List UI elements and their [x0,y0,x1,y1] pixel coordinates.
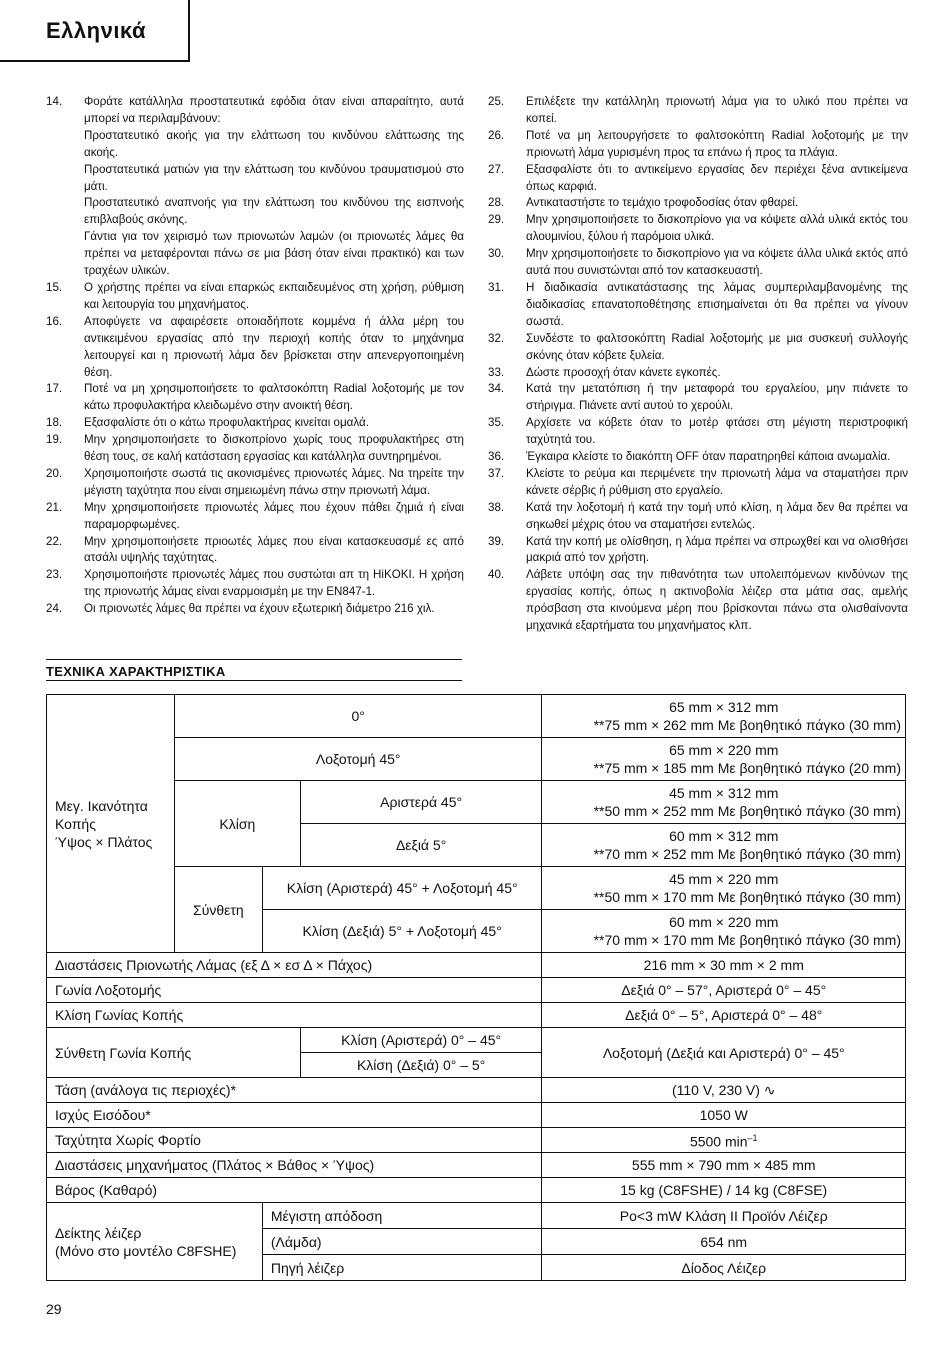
cap-value-sub: **75 mm × 185 mm Με βοηθητικό πάγκο (20 mm) [593,760,901,776]
item-number: 23. [46,568,63,582]
table-row [47,1028,906,1053]
table-row [47,1128,906,1153]
item-text [84,94,464,280]
table-row [47,953,906,978]
cap-value-sub: **70 mm × 252 mm Με βοηθητικό πάγκο (30 mm) [593,846,901,862]
table-row [47,1078,906,1103]
item-text [84,466,464,500]
item-text [526,365,908,382]
cap-value-sub: **70 mm × 170 mm Με βοηθητικό πάγκο (30 mm) [593,932,901,948]
item-number: 31. [488,280,505,294]
item-paragraph: Εξασφαλίστε ότι το αντικείμενο εργασίας δεν περιέχει ξένα αντικείμενα όπως καρφιά. [526,162,908,193]
cap-row-value [542,824,906,867]
table-row [47,1203,906,1229]
cap-row-value [542,867,906,910]
item-number: 35. [488,416,505,430]
compound-group-label: Σύνθετη [174,867,262,953]
specs-title: ΤΕΧΝΙΚΑ ΧΑΡΑΚΤΗΡΙΣΤΙΚΑ [46,664,226,679]
list-item [488,162,908,196]
item-paragraph: Χρησιμοποιήστε πριονωτές λάμες που συστώται απ τη HiKOKI. Η χρήση της πριονωτής λάμας είναι εναρμοισμέη με την EN847-1. [84,568,464,599]
list-item [488,195,908,212]
cap-value-sub: **50 mm × 252 mm Με βοηθητικό πάγκο (30 mm) [593,803,901,819]
laser-value: 654 nm [542,1229,906,1255]
capacity-label-line: Κοπής [55,815,96,832]
list-item [488,381,908,415]
item-number: 22. [46,534,63,548]
table-row [47,1003,906,1028]
table-row [47,781,906,824]
list-item [46,567,464,601]
item-number: 17. [46,382,63,396]
item-paragraph: Μην χρησιμοποιήσετε το δισκοπρίονο για να κόψετε αλλά υλικά εκτός του αλουμινίου, ξύλου ή παρόμοια υλικά. [526,213,908,244]
power-value: 1050 W [542,1103,906,1128]
cap-row-label: 0° [174,695,542,738]
capacity-label-line: Μεγ. Ικανότητα [55,797,148,814]
item-number: 39. [488,534,505,548]
machine-dims-label: Διαστάσεις μηχανήματος (Πλάτος × Βάθος × Ύψος) [47,1153,542,1178]
item-paragraph: Φοράτε κατάλληλα προστατευτικά εφόδια όταν είναι απαραίτητο, αυτά μπορεί να περιλαμβάνουν: [84,95,464,125]
item-number: 18. [46,416,63,430]
item-paragraph: Μην χρησιμοποιήσετε πριονωτές λάμες που έχουν πάθει ζημιά ή είναι παραμορφωμένες. [84,500,464,531]
voltage-label: Τάση (ανάλογα τις περιοχές)* [47,1078,542,1103]
item-paragraph: Δώστε προσοχή όταν κάνετε εγκοπές. [526,365,721,379]
item-paragraph: Συνδέστε το φαλτσοκόπτη Radial λοξοτομής με μια συσκευή συλλογής σκόνης όταν κόβετε ξυλεία. [526,331,908,362]
list-item [488,94,908,128]
laser-label [47,1203,263,1281]
table-row [47,738,906,781]
bevel-group-label: Κλίση [174,781,300,867]
item-text [84,381,464,415]
machine-dims-value: 555 mm × 790 mm × 485 mm [542,1153,906,1178]
item-text [526,162,908,196]
bevel-value: Δεξιά 0° – 5°, Αριστερά 0° – 48° [542,1003,906,1028]
cap-value-main: 65 mm × 312 mm [669,699,779,715]
list-item [46,466,464,500]
list-item [46,534,464,568]
language-label: Ελληνικά [46,18,146,43]
item-text [526,212,908,246]
list-item [488,331,908,365]
cap-row-value [542,695,906,738]
cap-value-main: 45 mm × 312 mm [669,785,779,801]
item-number: 27. [488,162,505,176]
item-paragraph: Κλείστε το ρεύμα και περιμένετε την πριονωτή λάμα να σταματήσει πριν κάνετε σέρβις ή ρύθμιση στο εργαλείο. [526,466,908,497]
safety-list-right [488,94,908,635]
cap-value-sub: **75 mm × 262 mm Με βοηθητικό πάγκο (30 mm) [593,717,901,733]
power-label: Ισχύς Εισόδου* [47,1103,542,1128]
item-paragraph: Μην χρησιμοποιήσετε το δισκοπρίονο χωρίς τους προφυλακτήρες στη θέση τους, σε καλή κατάσταση εργασίας και κατάλληλα συντηρημένοι. [84,433,464,464]
miter-value: Δεξιά 0° – 57°, Αριστερά 0° – 45° [542,978,906,1003]
specifications-table [46,694,906,1281]
item-paragraph: Κατά την κοπή με ολίσθηση, η λάμα πρέπει να σπρωχθεί και να ολισθήσει μακριά από τον χρήστη. [526,534,908,565]
laser-label-line: Δείκτης λέιζερ [55,1224,142,1241]
list-item [46,432,464,466]
table-row [47,1178,906,1203]
item-number: 40. [488,568,505,582]
item-number: 16. [46,314,63,328]
item-text [526,195,908,212]
list-item [488,567,908,635]
page-number: 29 [46,1301,62,1317]
list-item [46,500,464,534]
item-text [84,280,464,314]
item-number: 28. [488,196,505,210]
item-number: 15. [46,280,63,294]
item-number: 26. [488,128,505,142]
item-number: 20. [46,466,63,480]
item-paragraph: Ο χρήστης πρέπει να είναι επαρκώς εκπαιδευμένος στη χρήση, ρύθμιση και λειτουργία του μηχανήματος. [84,280,464,311]
item-paragraph: Χρησιμοποιήστε σωστά τις ακονισμένες πριονωτές λάμες. Να τηρείτε την μέγιστη ταχύτητα που είναι σημειωμένη πάνω στην πριονωτή λάμα. [84,466,464,497]
list-item [488,449,908,466]
list-item [488,415,908,449]
table-row [47,867,906,910]
item-number: 37. [488,466,505,480]
speed-number: 5500 min [689,1133,748,1150]
list-item [46,601,464,618]
bevel-label: Κλίση Γωνίας Κοπής [47,1003,542,1028]
item-text [526,94,908,128]
item-text [84,534,464,568]
item-paragraph: Αντικαταστήστε το τεμάχιο τροφοδοσίας όταν φθαρεί. [526,196,799,210]
list-item [46,415,464,432]
section-heading [46,659,462,681]
capacity-label-line: Ύψος × Πλάτος [55,833,153,850]
blade-dims-value: 216 mm × 30 mm × 2 mm [542,953,906,978]
item-number: 14. [46,95,63,108]
item-paragraph: Επιλέξετε την κατάλληλη πριονωτή λάμα για το υλικό που πρέπει να κοπεί. [526,95,908,125]
item-text [84,432,464,466]
compound-value: Λοξοτομή (Δεξιά και Αριστερά) 0° – 45° [542,1028,906,1078]
item-text [526,415,908,449]
table-row [47,1103,906,1128]
item-text [526,128,908,162]
laser-sub-label: (Λάμδα) [262,1229,542,1255]
laser-sub-label: Πηγή λέιζερ [262,1255,542,1281]
language-tab [0,0,190,62]
item-paragraph: Προστατευτικό αναπνοής για την ελάττωση του κινδύνου της εισπνοής επιβλαβούς σκόνης. [84,196,464,227]
item-paragraph: Κατά την μετατόπιση ή την μεταφορά του εργαλείου, μην πιάνετε το στήριγμα. Πιάνετε αντί αυτού το χερούλι. [526,382,908,413]
list-item [488,534,908,568]
item-paragraph: Μην χρησιμοποιήσετε πριοωτές λάμες που είναι κατασκευασμέ ες από ατσάλι υψηλής ταχύτητας. [84,534,464,565]
item-number: 19. [46,433,63,447]
table-row [47,1153,906,1178]
list-item [488,466,908,500]
item-number: 29. [488,213,505,227]
list-item [488,280,908,331]
table-row [47,695,906,738]
weight-value: 15 kg (C8FSHE) / 14 kg (C8FSE) [542,1178,906,1203]
item-paragraph: Μην χρησιμοποιήσετε το δισκοπρίονο για να κόψετε άλλα υλικά εκτός από αυτά που συνιστώνται από τον κατασκευαστή. [526,247,908,278]
item-number: 21. [46,500,63,514]
laser-label-line: (Μόνο στο μοντέλο C8FSHE) [55,1242,237,1259]
item-paragraph: Οι πριονωτές λάμες θα πρέπει να έχουν εξωτερική διάμετρο 216 χιλ. [84,602,435,616]
list-item [488,246,908,280]
cap-value-main: 60 mm × 312 mm [669,828,779,844]
item-number: 24. [46,602,63,616]
cap-row-value [542,738,906,781]
item-text [84,601,464,618]
cap-row-label: Κλίση (Αριστερά) 45° + Λοξοτομή 45° [262,867,542,910]
speed-exponent: –1 [747,1133,758,1144]
item-paragraph: Έγκαιρα κλείστε το διακόπτη OFF όταν παρατηρηθεί κάποια ανωμαλία. [526,450,891,464]
compound-label: Σύνθετη Γωνία Κοπής [47,1028,301,1078]
item-text [526,500,908,534]
cap-value-main: 60 mm × 220 mm [669,914,779,930]
item-text [84,314,464,382]
laser-value: Po<3 mW Κλάση II Προϊόν Λέιζερ [542,1203,906,1229]
item-number: 32. [488,331,505,345]
item-text [526,246,908,280]
item-paragraph: Κατά την λοξοτομή ή κατά την τομή υπό κλίση, η λάμα δεν θα πρέπει να σηκωθεί μέχρις ότου να σταματήσει εντελώς. [526,500,908,531]
cap-row-label: Λοξοτομή 45° [174,738,542,781]
item-text [84,500,464,534]
cap-row-value [542,781,906,824]
list-item [488,128,908,162]
compound-sub-label: Κλίση (Αριστερά) 0° – 45° [300,1028,542,1053]
list-item [488,212,908,246]
item-text [526,449,908,466]
item-text [526,381,908,415]
item-text [526,534,908,568]
item-number: 30. [488,247,505,261]
laser-sub-label: Μέγιστη απόδοση [262,1203,542,1229]
cap-value-main: 65 mm × 220 mm [669,742,779,758]
item-number: 25. [488,95,505,108]
item-paragraph: Εξασφαλίστε ότι ο κάτω προφυλακτήρας κινείται ομαλά. [84,416,369,430]
cap-row-label: Αριστερά 45° [300,781,542,824]
cap-row-label: Δεξιά 5° [300,824,542,867]
voltage-value: (110 V, 230 V) ∿ [542,1078,906,1103]
item-paragraph: Ποτέ να μη χρησιμοποιήσετε το φαλτσοκόπτη Radial λοξοτομής με τον κάτω προφυλακτήρα κλειδωμένο στην ανοικτή θέση. [84,382,464,413]
item-paragraph: Λάβετε υπόψη σας την πιθανότητα των υπολειπόμενων κινδύνων της εργασίας κοπής, όπως η ακτινοβολία λέιζερ στα μάτια σας, αμελής πρόσβαση στα κινούμενα μέρη που βρίσκονται πάνω στα ολισθαίνοντα μηχανικά εξαρτήματα του μηχανήματος κλπ. [526,568,908,633]
item-number: 38. [488,500,505,514]
item-paragraph: Αρχίσετε να κόβετε όταν το μοτέρ φτάσει στη μέγιστη περιστροφική ταχύτητά του. [526,416,908,447]
item-text [84,567,464,601]
item-paragraph: Γάντια για τον χειρισμό των πριονωτών λαμών (οι πριονωτές λάμες θα πρέπει να μεταφέρονται πάνω σε μια βάση όταν είναι πρακτικό) και των τραχέων υλικών. [84,230,464,278]
item-paragraph: Αποφύγετε να αφαιρέσετε οποιαδήποτε κομμένα ή άλλα μέρη του αντικειμένου εργασίας από την περιοχή κοπής όταν το μηχάνημα λειτουργεί και η πριονωτή λάμα δεν βρίσκεται στην απενεργοποιημένη θέση. [84,314,464,379]
cap-row-label: Κλίση (Δεξιά) 5° + Λοξοτομή 45° [262,910,542,953]
table-row [47,978,906,1003]
miter-label: Γωνία Λοξοτομής [47,978,542,1003]
compound-sub-label: Κλίση (Δεξιά) 0° – 5° [300,1053,542,1078]
item-paragraph: Η διαδικασία αντικατάστασης της λάμας συμπεριλαμβανομένης της διαδικασίας επανατοποθέτησης επισημαίνεται ότι θα πρέπει να γίνουν σωστά. [526,280,908,328]
cap-value-main: 45 mm × 220 mm [669,871,779,887]
safety-list-left [46,94,464,618]
item-text [526,331,908,365]
speed-label: Ταχύτητα Χωρίς Φορτίο [47,1128,542,1153]
list-item [488,365,908,382]
item-paragraph: Προστατευτικό ακοής για την ελάττωση του κινδύνου ελάττωσης της ακοής. [84,128,464,159]
laser-value: Δίοδος Λέιζερ [542,1255,906,1281]
item-text [526,466,908,500]
item-number: 34. [488,382,505,396]
item-text [84,415,464,432]
item-paragraph: Προστατευτικά ματιών για την ελάττωση του κινδύνου τραυματισμού στο μάτι. [84,162,464,193]
blade-dims-label: Διαστάσεις Πριονωτής Λάμας (εξ Δ × εσ Δ × Πάχος) [47,953,542,978]
list-item [46,314,464,382]
list-item [488,500,908,534]
item-number: 36. [488,450,505,464]
speed-value [542,1128,906,1153]
item-text [526,280,908,331]
item-text [526,567,908,635]
list-item [46,280,464,314]
item-number: 33. [488,365,505,379]
cap-row-value [542,910,906,953]
cap-value-sub: **50 mm × 170 mm Με βοηθητικό πάγκο (30 mm) [593,889,901,905]
list-item [46,381,464,415]
weight-label: Βάρος (Καθαρό) [47,1178,542,1203]
list-item [46,94,464,280]
capacity-label [47,695,175,953]
item-paragraph: Ποτέ να μη λειτουργήσετε το φαλτσοκόπτη Radial λοξοτομής με την πριονωτή λάμα γυρισμένη προς τα επάνω ή προς τα πλάγια. [526,128,908,159]
